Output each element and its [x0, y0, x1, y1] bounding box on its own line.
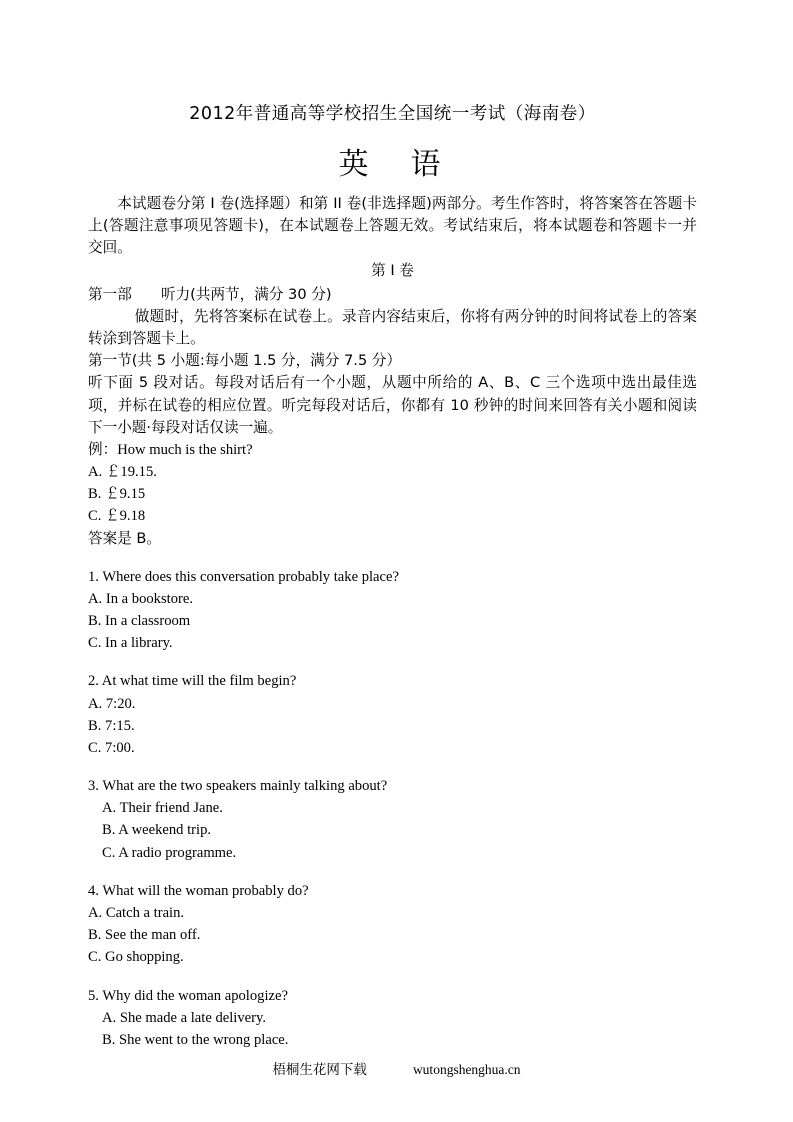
- example-option-a: A. ￡19.15.: [88, 464, 157, 481]
- question-option-c: C. In a library.: [88, 635, 173, 652]
- footer-site: wutongshenghua.cn: [412, 1062, 521, 1077]
- example-option-b: B. ￡9.15: [88, 486, 146, 503]
- example-answer: 答案是 B。: [88, 529, 162, 547]
- question-option-c: C. 7:00.: [88, 739, 135, 756]
- question-option-a: A. 7:20.: [88, 695, 136, 712]
- question-option-b: B. See the man off.: [88, 927, 201, 944]
- question-option-a: A. Their friend Jane.: [102, 800, 223, 817]
- question-stem: 5. Why did the woman apologize?: [88, 987, 288, 1004]
- page-footer: [0, 1058, 793, 1078]
- question-option-a: A. She made a late delivery.: [102, 1009, 266, 1026]
- question-option-c: C. A radio programme.: [102, 844, 237, 861]
- question-option-a: A. Catch a train.: [88, 904, 185, 921]
- question-stem: 3. What are the two speakers mainly talking about?: [88, 778, 388, 795]
- subsection-instructions: 听下面 5 段对话。每段对话后有一个小题，从题中所给的 A、B、C 三个选项中选出最佳选项，并标在试卷的相应位置。听完每段对话后，你都有 10 秒钟的时间来回答有关小题和阅读下一小题·每段对话仅读一遍。: [88, 374, 697, 436]
- footer-label: 梧桐生花网下载: [272, 1062, 367, 1078]
- section-one-title: 第一部 听力(共两节，满分 30 分): [88, 285, 332, 303]
- question-2: [88, 670, 697, 759]
- question-5: [88, 985, 697, 1052]
- question-option-a: A. In a bookstore.: [88, 590, 193, 607]
- page-title: 2012年普通高等学校招生全国统一考试（海南卷）: [189, 104, 596, 124]
- question-3: [88, 775, 697, 864]
- question-option-b: B. In a classroom: [88, 613, 191, 630]
- question-option-b: B. A weekend trip.: [102, 822, 212, 839]
- question-option-c: C. Go shopping.: [88, 949, 184, 966]
- example-stem: 例：How much is the shirt?: [88, 441, 253, 458]
- question-stem: 1. Where does this conversation probably take place?: [88, 568, 399, 585]
- question-1: [88, 566, 697, 655]
- question-4: [88, 880, 697, 969]
- question-option-b: B. She went to the wrong place.: [102, 1031, 289, 1048]
- part-label: 第 I 卷: [371, 261, 414, 279]
- question-stem: 4. What will the woman probably do?: [88, 882, 309, 899]
- intro-paragraph: 本试题卷分第 I 卷(选择题）和第 II 卷(非选择题)两部分。考生作答时，将答案答在答题卡上(答题注意事项见答题卡)，在本试题卷上答题无效。考试结束后，将本试题卷和答题卡一并交回。: [88, 195, 697, 257]
- example-option-c: C. ￡9.18: [88, 508, 146, 525]
- subject-title: 英 语: [338, 147, 447, 182]
- subsection-title: 第一节(共 5 小题:每小题 1.5 分，满分 7.5 分）: [88, 352, 402, 370]
- question-stem: 2. At what time will the film begin?: [88, 673, 297, 690]
- question-option-b: B. 7:15.: [88, 717, 135, 734]
- section-one-note: 做题时，先将答案标在试卷上。录音内容结束后，你将有两分钟的时间将试卷上的答案转涂到答题卡上。: [88, 307, 697, 348]
